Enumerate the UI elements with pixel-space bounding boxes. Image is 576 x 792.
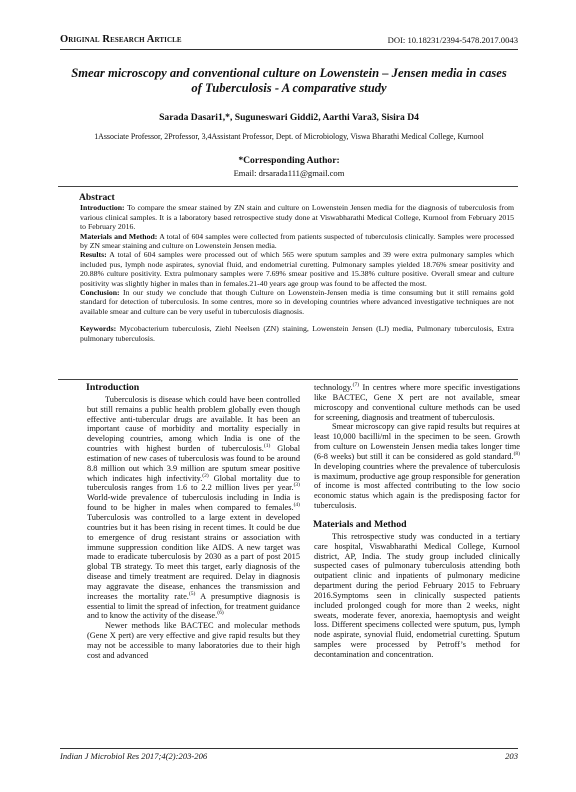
keywords-text: Mycobacterium tuberculosis, Ziehl Neelsen (ZN) staining, Lowenstein Jensen (LJ) media, Pulmonary tuberculosis, Extra pulmonary tuberculosis. <box>80 324 514 343</box>
abstract-conclusion-label: Conclusion: <box>80 288 120 298</box>
journal-citation: Indian J Microbiol Res 2017;4(2):203-206 <box>60 751 208 761</box>
abstract-heading: Abstract <box>79 192 115 203</box>
abstract-introduction-label: Introduction: <box>80 203 125 213</box>
article-type: Original Research Article <box>60 34 182 45</box>
affiliation: 1Associate Professor, 2Professor, 3,4Assistant Professor, Dept. of Microbiology, Viswa Bharathi Medical College, Kurnool <box>94 132 484 141</box>
introduction-paragraph-3: technology.$^{(7)}$ In centres where more specific investigations like BACTEC, Gene X pert are not available, smear microscopy and conventional culture methods can be used for screening, diagnosis and treatment of tuberculosis. <box>314 382 520 422</box>
abstract-conclusion-text: In our study we conclude that though Culture on Lowenstein-Jensen media is time consuming but it still remains gold standard for detection of tuberculosis. In some centres, more so in developing countries where advanced investigative techniques are not available smear and culture can be very useful in tuberculosis diagnosis. <box>80 288 514 316</box>
abstract <box>58 186 518 380</box>
authors: Sarada Dasari1,*, Suguneswari Giddi2, Aarthi Vara3, Sisira D4 <box>159 112 419 123</box>
citation-ref: (3) <box>293 482 300 489</box>
introduction-paragraph-2: Newer methods like BACTEC and molecular methods (Gene X pert) are very effective and give rapid results but they may not be accessible to many laboratories due to their high cost and advanced <box>87 621 300 660</box>
abstract-introduction <box>80 203 514 231</box>
citation-ref: (1) <box>263 443 271 450</box>
page-footer <box>60 748 518 761</box>
citation-ref: (7) <box>352 382 360 389</box>
citation-ref: (5) <box>188 590 196 597</box>
abstract-results-text: A total of 604 samples were processed out of which 565 were sputum samples and 39 were extra pulmonary samples which included pus, lymph node aspirates, synovial fluid, and endometrial curetting. Pulmonary samples yielded 18.76% smear positivity and 20.88% culture positivity. Extra pulmonary samples were 7.69% smear positive and 15.38% culture positive. Overall smear and culture positivity was slightly higher in males than in females.21-40 years age group was found to be affected the most. <box>80 250 514 288</box>
abstract-results-label: Results: <box>80 250 107 260</box>
right-column <box>314 383 520 660</box>
page-header <box>60 34 518 50</box>
introduction-heading: Introduction <box>86 382 140 393</box>
doi: DOI: 10.18231/2394-5478.2017.0043 <box>387 35 518 45</box>
corresponding-author-label: *Corresponding Author: <box>238 155 340 166</box>
abstract-methods-text: A total of 604 samples were collected from patients suspected of tuberculosis clinically. Samples were processed by ZN smear staining and culture on Lowenstein Jensen media. <box>80 231 514 251</box>
corresponding-email: Email: drsarada111@gmail.com <box>233 168 345 178</box>
page-number: 203 <box>505 751 518 761</box>
citation-ref: (8) <box>513 451 520 458</box>
introduction-paragraph-1: Tuberculosis is disease which could have been controlled but still remains a public health problem globally even though effective anti-tubercular drugs are available. It has been an important cause of morbidity and mortality especially in developing countries, among which India is one of the countries with highest burden of tuberculosis.$^{(1)}$ Global estimation of new cases of tuberculosis was found to be around 8.8 million out which 3.9 million are sputum smear positive which indicates high infectivity.$^{(2)}$ Global mortality due to tuberculosis ranges from 1.6 to 2.2 million lives per year.$^{(3)}$ World-wide prevalence of tuberculosis including in India is found to be higher in males when compared to females.$^{(4)}$ Tuberculosis was controlled to a large extent in developed countries but it has been rising in recent times. It could be due to emergence of drug resistant strains or association with immune suppression condition like AIDS. A new target was made to eradicate tuberculosis by 2030 as a part of post 2015 global TB strategy. To meet this target, early diagnosis of the disease and timely treatment are required. Delay in diagnosis may aggravate the disease, enhances the transmission and increases the mortality rate.$^{(5)}$ A presumptive diagnosis is essential to limit the spread of infection, for treatment guidance and to know the activity of the disease.$^{(6)}$ <box>87 394 301 621</box>
abstract-methods-label: Materials and Method: <box>80 231 158 241</box>
citation-ref: (6) <box>217 610 224 617</box>
abstract-methods <box>80 232 514 251</box>
citation-ref: (2) <box>202 472 209 479</box>
keywords-label: Keywords: <box>80 324 117 334</box>
abstract-introduction-text: To compare the smear stained by ZN stain and culture on Lowenstein Jensen media for the diagnosis of tuberculosis from various clinical samples. It is a laboratory based retrospective study done at Viswabharathi Medical College, Kurnool from February 2015 to February 2016. <box>80 203 514 232</box>
left-column <box>87 383 300 661</box>
abstract-conclusion <box>80 288 514 316</box>
citation-ref: (4) <box>293 502 300 509</box>
keywords <box>80 324 514 343</box>
abstract-results <box>80 250 514 288</box>
methods-heading: Materials and Method <box>313 518 407 530</box>
article-title: Smear microscopy and conventional culture on Lowenstein – Jensen media in cases of Tuberculosis - A comparative study <box>71 66 507 95</box>
methods-paragraph-1: This retrospective study was conducted in a tertiary care hospital, Viswabharathi Medical College, Kurnool district, AP, India. The study group included clinically suspected cases of pulmonary tuberculosis attending both outpatient clinic and inpatients of pulmonary medicine department during the period February 2015 to February 2016.Symptoms seen in clinically suspected patients included prolonged cough for more than 2 weeks, night sweats, moderate fever, anorexia, haemoptysis and weight loss. Different specimens collected were sputum, pus, lymph node aspirate, synovial fluid, endometrial curetting. Sputum samples were processed by Petroff’s method for decontamination and concentration. <box>314 531 520 659</box>
introduction-paragraph-4: Smear microscopy can give rapid results but requires at least 10,000 bacilli/ml in the specimen to be seen. Growth from culture on Lowenstein Jensen media takes longer time (6-8 weeks) but still it can be considered as gold standard.$^{(8)}$ In developing countries where the prevalence of tuberculosis is maximum, productive age group responsible for generation of income is most affected contributing to the low socio economic status which again is the predisposing factor for tuberculosis. <box>314 422 520 511</box>
